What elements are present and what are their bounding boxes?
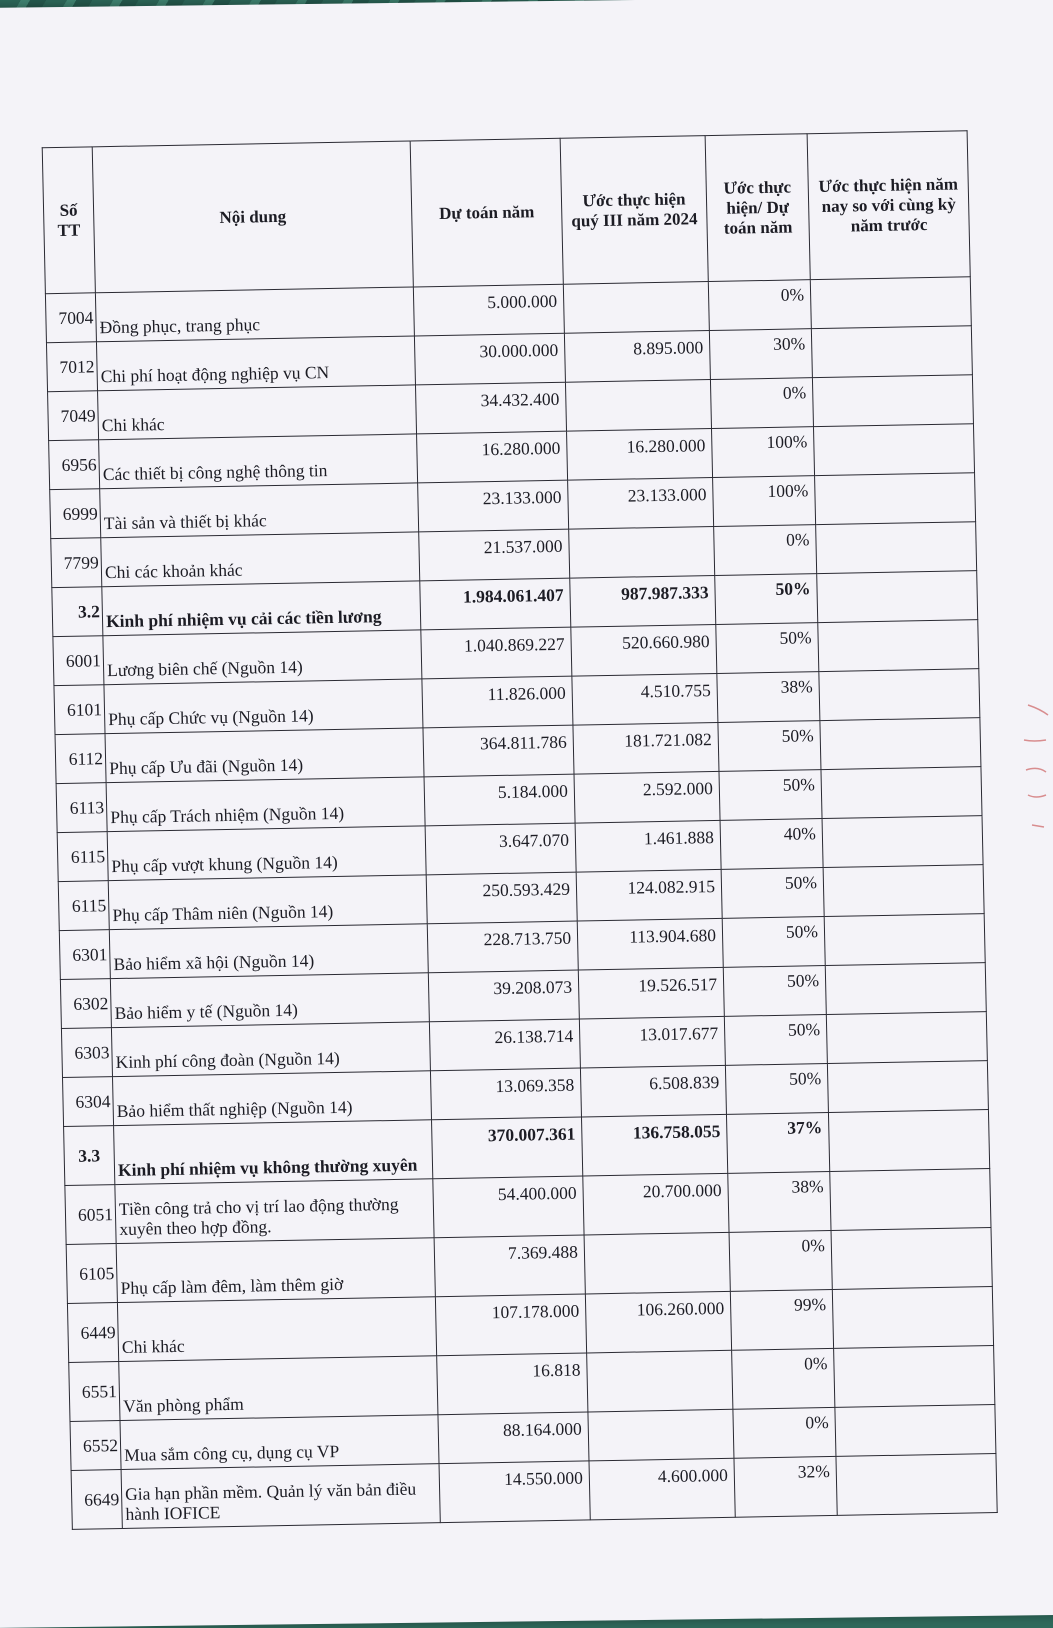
row-budget: 364.811.786	[423, 725, 574, 777]
row-budget: 11.826.000	[422, 676, 573, 728]
row-description: Chi các khoản khác	[101, 532, 420, 587]
row-ratio: 50%	[719, 770, 822, 821]
row-code: 6115	[58, 881, 109, 931]
row-yoy	[812, 375, 973, 427]
row-description: Kinh phí nhiệm vụ không thường xuyên	[114, 1120, 433, 1185]
row-budget: 30.000.000	[414, 333, 565, 385]
row-yoy	[827, 1061, 988, 1113]
row-q3-estimate: 20.700.000	[583, 1173, 729, 1235]
header-budget: Dự toán năm	[410, 138, 563, 287]
row-q3-estimate: 16.280.000	[567, 429, 713, 481]
row-code: 6551	[69, 1362, 120, 1422]
row-q3-estimate	[588, 1409, 734, 1461]
row-yoy	[825, 963, 986, 1015]
row-q3-estimate: 520.660.980	[571, 624, 717, 676]
row-description: Chi khác	[117, 1297, 436, 1362]
budget-table	[42, 130, 998, 1530]
row-yoy	[823, 865, 984, 917]
row-yoy	[815, 473, 976, 525]
row-yoy	[831, 1228, 992, 1290]
row-budget: 370.007.361	[432, 1117, 583, 1179]
row-q3-estimate: 2.592.000	[574, 771, 720, 823]
row-code: 6105	[66, 1244, 117, 1304]
row-description: Lương biên chế (Nguồn 14)	[103, 630, 422, 685]
row-q3-estimate: 106.260.000	[585, 1291, 731, 1353]
row-description: Tài sản và thiết bị khác	[100, 483, 419, 538]
row-code: 3.2	[52, 587, 103, 637]
row-code: 6302	[60, 979, 111, 1029]
row-yoy	[817, 571, 978, 623]
row-yoy	[810, 277, 971, 329]
row-budget: 5.000.000	[413, 284, 564, 336]
row-description: Bảo hiểm y tế (Nguồn 14)	[110, 973, 429, 1028]
header-stt: Số TT	[42, 147, 95, 294]
row-ratio: 100%	[713, 476, 816, 527]
header-ratio: Ước thực hiện/ Dự toán năm	[705, 134, 810, 282]
row-ratio: 50%	[716, 623, 819, 674]
row-description: Phụ cấp Thâm niên (Nguồn 14)	[108, 875, 427, 930]
row-budget: 107.178.000	[435, 1294, 586, 1356]
row-yoy	[813, 424, 974, 476]
row-ratio: 50%	[721, 868, 824, 919]
row-budget: 39.208.073	[428, 970, 579, 1022]
stamp-mark-icon	[1018, 700, 1052, 840]
row-description: Chi khác	[98, 385, 417, 440]
table-header-row	[42, 131, 970, 294]
row-yoy	[828, 1110, 989, 1172]
row-code: 6956	[49, 440, 100, 490]
row-budget: 250.593.429	[426, 872, 577, 924]
row-ratio: 50%	[718, 721, 821, 772]
row-q3-estimate: 4.600.000	[589, 1458, 735, 1520]
row-description: Kinh phí công đoàn (Nguồn 14)	[111, 1022, 430, 1077]
header-q3-estimate: Ước thực hiện quý III năm 2024	[560, 136, 708, 285]
row-ratio: 30%	[709, 329, 812, 380]
row-description: Phụ cấp vượt khung (Nguồn 14)	[107, 826, 426, 881]
row-description: Phụ cấp làm đêm, làm thêm giờ	[116, 1238, 435, 1303]
row-q3-estimate: 987.987.333	[570, 575, 716, 627]
row-description: Tiền công trả cho vị trí lao động thường xuyên theo hợp đồng.	[115, 1179, 434, 1244]
row-budget: 1.040.869.227	[421, 627, 572, 679]
row-description: Mua sắm công cụ, dụng cụ VP	[120, 1415, 439, 1470]
row-q3-estimate	[569, 527, 715, 579]
row-ratio: 0%	[729, 1230, 832, 1291]
row-description: Kinh phí nhiệm vụ cải các tiền lương	[102, 581, 421, 636]
row-budget: 34.432.400	[415, 382, 566, 434]
row-yoy	[826, 1012, 987, 1064]
row-budget: 14.550.000	[439, 1461, 590, 1523]
row-code: 6449	[67, 1303, 118, 1363]
row-description: Bảo hiểm thất nghiệp (Nguồn 14)	[112, 1071, 431, 1126]
row-code: 7012	[46, 342, 97, 392]
row-budget: 88.164.000	[438, 1412, 589, 1464]
row-budget: 23.133.000	[418, 480, 569, 532]
row-yoy	[835, 1404, 996, 1456]
row-budget: 7.369.488	[434, 1235, 585, 1297]
row-ratio: 99%	[730, 1289, 833, 1350]
row-code: 6649	[71, 1470, 122, 1530]
row-budget: 1.984.061.407	[420, 578, 571, 630]
row-yoy	[836, 1453, 997, 1515]
row-code: 3.3	[64, 1126, 115, 1186]
header-yoy: Ước thực hiện năm nay so với cùng kỳ năm trước	[807, 131, 970, 280]
row-description: Bảo hiểm xã hội (Nguồn 14)	[109, 924, 428, 979]
row-ratio: 32%	[734, 1456, 837, 1517]
row-code: 6301	[59, 930, 110, 980]
row-ratio: 50%	[723, 966, 826, 1017]
row-code: 7004	[45, 293, 96, 343]
row-yoy	[818, 620, 979, 672]
row-yoy	[832, 1287, 993, 1349]
red-stamp-edge	[1018, 700, 1052, 840]
row-q3-estimate: 1.461.888	[575, 820, 721, 872]
table-body	[45, 277, 997, 1530]
row-q3-estimate: 23.133.000	[568, 478, 714, 530]
row-code: 6051	[65, 1185, 116, 1245]
row-description: Các thiết bị công nghệ thông tin	[99, 434, 418, 489]
row-ratio: 40%	[720, 819, 823, 870]
row-budget: 26.138.714	[429, 1019, 580, 1071]
row-ratio: 0%	[714, 525, 817, 576]
row-yoy	[830, 1169, 991, 1231]
row-q3-estimate	[587, 1350, 733, 1412]
row-ratio: 50%	[725, 1064, 828, 1115]
row-ratio: 0%	[708, 280, 811, 331]
row-q3-estimate	[584, 1232, 730, 1294]
row-yoy	[819, 669, 980, 721]
row-budget: 228.713.750	[427, 921, 578, 973]
row-budget: 5.184.000	[424, 774, 575, 826]
row-ratio: 50%	[724, 1015, 827, 1066]
row-q3-estimate: 4.510.755	[572, 673, 718, 725]
row-budget: 3.647.070	[425, 823, 576, 875]
row-yoy	[820, 718, 981, 770]
row-yoy	[821, 767, 982, 819]
row-description: Phụ cấp Chức vụ (Nguồn 14)	[104, 679, 423, 734]
row-ratio: 38%	[728, 1171, 831, 1232]
header-content: Nội dung	[92, 141, 413, 293]
row-ratio: 0%	[710, 378, 813, 429]
row-code: 6303	[61, 1028, 112, 1078]
row-ratio: 37%	[726, 1112, 829, 1173]
row-q3-estimate: 19.526.517	[578, 967, 724, 1019]
row-yoy	[834, 1346, 995, 1408]
row-description: Phụ cấp Trách nhiệm (Nguồn 14)	[106, 777, 425, 832]
row-budget: 21.537.000	[419, 529, 570, 581]
row-code: 6112	[55, 734, 106, 784]
row-description: Văn phòng phẩm	[119, 1356, 438, 1421]
row-q3-estimate: 136.758.055	[581, 1114, 727, 1176]
row-code: 7049	[48, 391, 99, 441]
row-yoy	[811, 326, 972, 378]
row-yoy	[816, 522, 977, 574]
row-q3-estimate: 124.082.915	[576, 869, 722, 921]
row-description: Đồng phục, trang phục	[95, 287, 414, 342]
row-ratio: 38%	[717, 672, 820, 723]
row-yoy	[824, 914, 985, 966]
row-yoy	[822, 816, 983, 868]
row-description: Chi phí hoạt động nghiệp vụ CN	[96, 336, 415, 391]
row-code: 6001	[53, 636, 104, 686]
row-budget: 16.280.000	[417, 431, 568, 483]
row-ratio: 0%	[732, 1348, 835, 1409]
row-ratio: 0%	[733, 1407, 836, 1458]
row-code: 6115	[57, 832, 108, 882]
row-q3-estimate: 6.508.839	[580, 1065, 726, 1117]
row-budget: 16.818	[437, 1353, 588, 1415]
row-q3-estimate: 181.721.082	[573, 722, 719, 774]
budget-table-container	[42, 130, 997, 1530]
row-description: Gia hạn phần mềm. Quản lý văn bản điều hành IOFICE	[121, 1464, 440, 1529]
row-code: 6999	[50, 489, 101, 539]
row-ratio: 50%	[722, 917, 825, 968]
row-budget: 13.069.358	[430, 1068, 581, 1120]
row-q3-estimate: 13.017.677	[579, 1016, 725, 1068]
row-ratio: 50%	[715, 574, 818, 625]
row-code: 6101	[54, 685, 105, 735]
row-q3-estimate	[563, 282, 709, 334]
row-code: 6552	[70, 1421, 121, 1471]
row-code: 7799	[51, 538, 102, 588]
row-description: Phụ cấp Ưu đãi (Nguồn 14)	[105, 728, 424, 783]
row-code: 6113	[56, 783, 107, 833]
row-budget: 54.400.000	[433, 1176, 584, 1238]
row-q3-estimate: 8.895.000	[564, 331, 710, 383]
row-q3-estimate: 113.904.680	[577, 918, 723, 970]
row-q3-estimate	[565, 380, 711, 432]
row-code: 6304	[63, 1077, 114, 1127]
row-ratio: 100%	[712, 427, 815, 478]
